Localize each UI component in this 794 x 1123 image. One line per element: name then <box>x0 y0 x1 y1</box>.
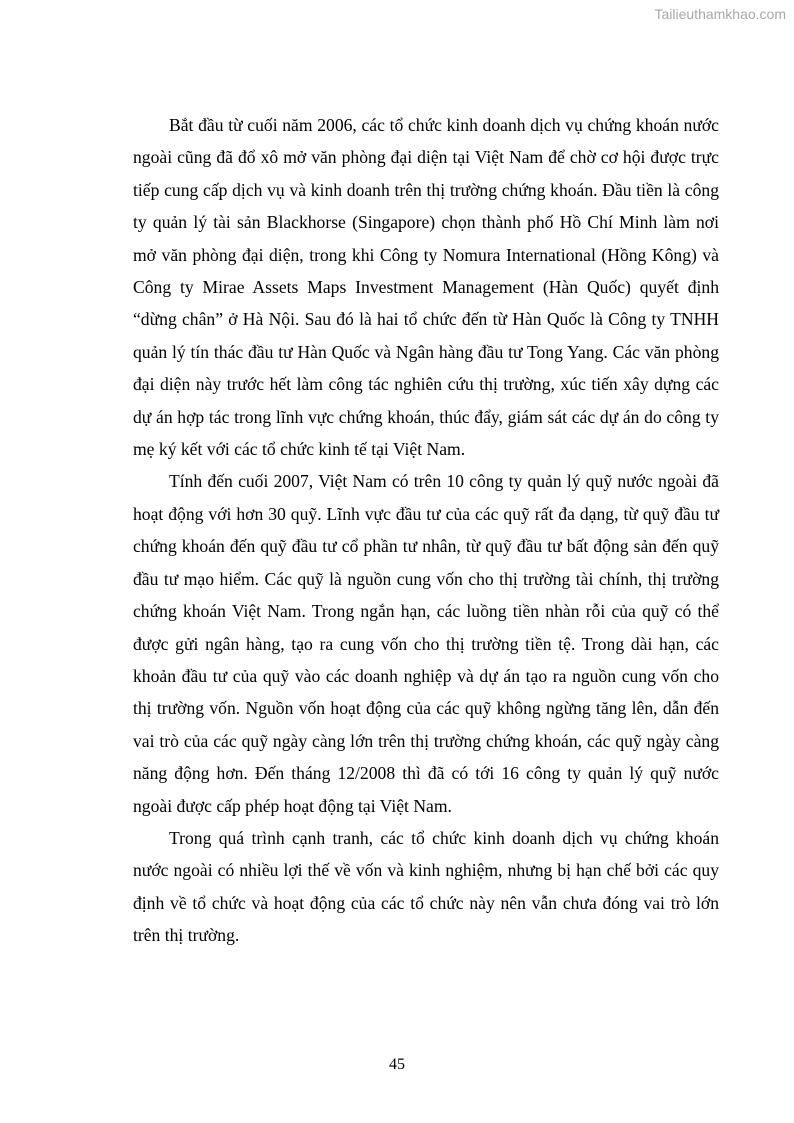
page-number: 45 <box>389 1056 405 1073</box>
paragraph-1: Bắt đầu từ cuối năm 2006, các tổ chức kinh doanh dịch vụ chứng khoán nước ngoài cũng đã đổ xô mở văn phòng đại diện tại Việt Nam để chờ cơ hội được trực tiếp cung cấp dịch vụ và kinh doanh trên thị trường chứng khoán. Đầu tiền là công ty quản lý tài sản Blackhorse (Singapore) chọn thành phố Hồ Chí Minh làm nơi mở văn phòng đại diện, trong khi Công ty Nomura International (Hồng Kông) và Công ty Mirae Assets Maps Investment Management (Hàn Quốc) quyết định “dừng chân” ở Hà Nội. Sau đó là hai tổ chức đến từ Hàn Quốc là Công ty TNHH quản lý tín thác đầu tư Hàn Quốc và Ngân hàng đầu tư Tong Yang. Các văn phòng đại diện này trước hết làm công tác nghiên cứu thị trường, xúc tiến xây dựng các dự án hợp tác trong lĩnh vực chứng khoán, thúc đẩy, giám sát các dự án do công ty mẹ ký kết với các tổ chức kinh tế tại Việt Nam. <box>133 115 719 460</box>
paragraph-2: Tính đến cuối 2007, Việt Nam có trên 10 công ty quản lý quỹ nước ngoài đã hoạt động với hơn 30 quỹ. Lĩnh vực đầu tư của các quỹ rất đa dạng, từ quỹ đầu tư chứng khoán đến quỹ đầu tư cổ phần tư nhân, từ quỹ đầu tư bất động sản đến quỹ đầu tư mạo hiểm. Các quỹ là nguồn cung vốn cho thị trường tài chính, thị trường chứng khoán Việt Nam. Trong ngắn hạn, các luồng tiền nhàn rỗi của quỹ có thể được gửi ngân hàng, tạo ra cung vốn cho thị trường tiền tệ. Trong dài hạn, các khoản đầu tư của quỹ vào các doanh nghiệp và dự án tạo ra nguồn cung vốn cho thị trường vốn. Nguồn vốn hoạt động của các quỹ không ngừng tăng lên, dẫn đến vai trò của các quỹ ngày càng lớn trên thị trường chứng khoán, các quỹ ngày càng năng động hơn. Đến tháng 12/2008 thì đã có tới 16 công ty quản lý quỹ nước ngoài được cấp phép hoạt động tại Việt Nam. <box>133 471 719 816</box>
watermark-text: Tailieuthamkhao.com <box>654 6 786 22</box>
paragraph-3: Trong quá trình cạnh tranh, các tổ chức kinh doanh dịch vụ chứng khoán nước ngoài có nhiều lợi thế về vốn và kinh nghiệm, nhưng bị hạn chế bởi các quy định về tổ chức và hoạt động của các tổ chức này nên vẫn chưa đóng vai trò lớn trên thị trường. <box>133 827 719 946</box>
document-body <box>133 109 719 952</box>
